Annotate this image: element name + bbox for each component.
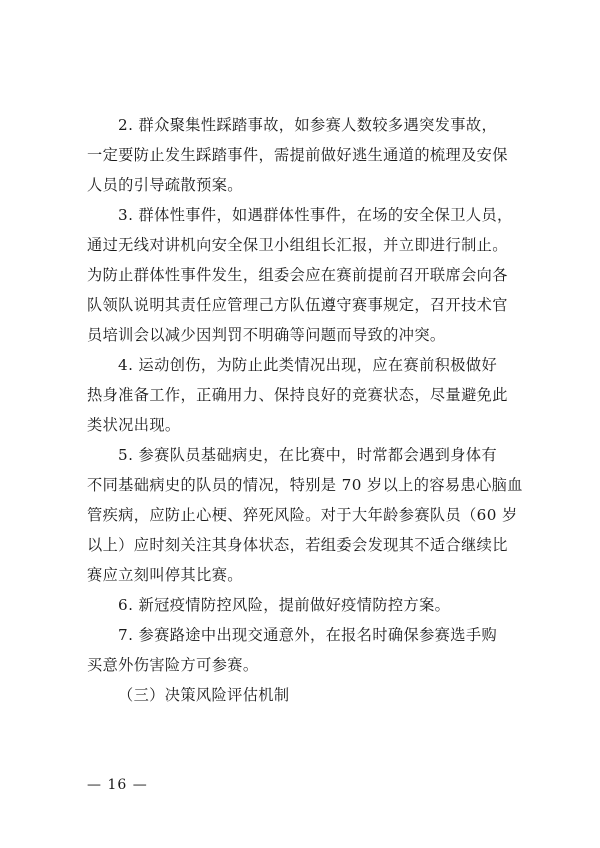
paragraph-item-4 bbox=[87, 350, 527, 440]
text-line: 5. 参赛队员基础病史，在比赛中，时常都会遇到身体有 bbox=[118, 446, 498, 464]
text-line: 7. 参赛路途中出现交通意外，在报名时确保参赛选手购 bbox=[118, 626, 498, 644]
paragraph-item-2 bbox=[87, 110, 527, 200]
text-line: 类状况出现。 bbox=[87, 416, 181, 434]
section-heading: （三）决策风险评估机制 bbox=[118, 686, 290, 704]
paragraph-item-3 bbox=[87, 200, 527, 350]
text-line: 管疾病，应防止心梗、猝死风险。对于大年龄参赛队员（60 岁 bbox=[87, 506, 518, 524]
paragraph-item-6 bbox=[87, 590, 527, 620]
paragraph-item-5 bbox=[87, 440, 527, 590]
text-line: 2. 群众聚集性踩踏事故，如参赛人数较多遇突发事故， bbox=[118, 116, 498, 134]
text-line: 以上）应时刻关注其身体状态，若组委会发现其不适合继续比 bbox=[87, 536, 508, 554]
text-line: 买意外伤害险方可参赛。 bbox=[87, 656, 259, 674]
text-line: 3. 群体性事件，如遇群体性事件，在场的安全保卫人员， bbox=[118, 206, 513, 224]
text-line: 6. 新冠疫情防控风险，提前做好疫情防控方案。 bbox=[118, 596, 451, 614]
text-line: 热身准备工作，正确用力、保持良好的竞赛状态，尽量避免此 bbox=[87, 386, 508, 404]
text-line: 人员的引导疏散预案。 bbox=[87, 176, 243, 194]
text-line: 通过无线对讲机向安全保卫小组组长汇报，并立即进行制止。 bbox=[87, 236, 508, 254]
text-line: 为防止群体性事件发生，组委会应在赛前提前召开联席会向各 bbox=[87, 266, 508, 284]
paragraph-item-7 bbox=[87, 620, 527, 680]
text-line: 不同基础病史的队员的情况，特别是 70 岁以上的容易患心脑血 bbox=[87, 476, 523, 494]
text-line: 员培训会以减少因判罚不明确等问题而导致的冲突。 bbox=[87, 326, 446, 344]
page-number: — 16 — bbox=[87, 777, 148, 793]
text-line: 赛应立刻叫停其比赛。 bbox=[87, 566, 243, 584]
section-heading-block bbox=[87, 680, 527, 710]
text-line: 队领队说明其责任应管理己方队伍遵守赛事规定，召开技术官 bbox=[87, 296, 508, 314]
text-line: 一定要防止发生踩踏事件，需提前做好逃生通道的梳理及安保 bbox=[87, 146, 508, 164]
body-text bbox=[87, 110, 527, 710]
text-line: 4. 运动创伤，为防止此类情况出现，应在赛前积极做好 bbox=[118, 356, 498, 374]
